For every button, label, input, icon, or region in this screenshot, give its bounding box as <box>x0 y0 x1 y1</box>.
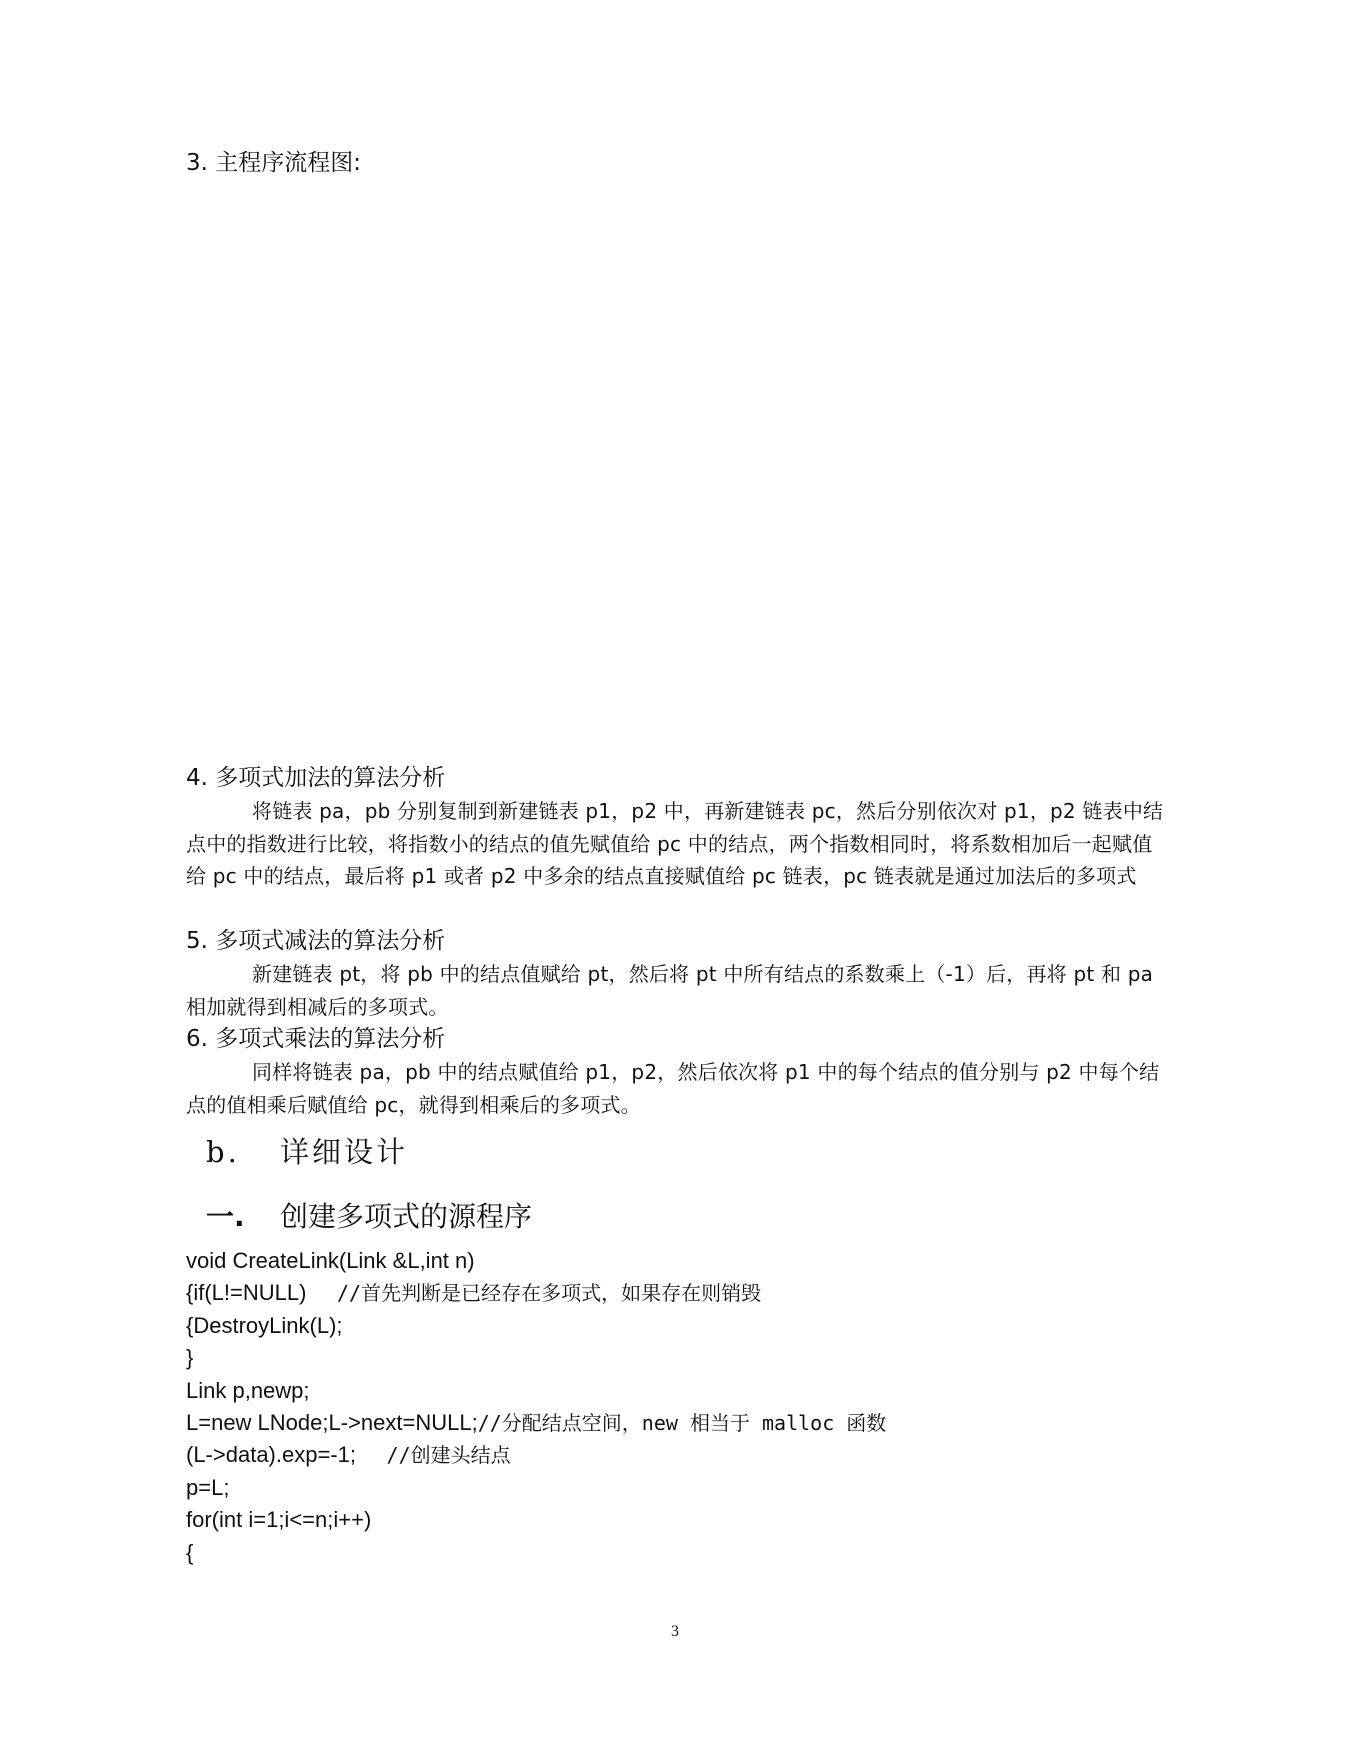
section-4-text: 将链表 pa，pb 分别复制到新建链表 p1，p2 中，再新建链表 pc，然后分别依次对 p1，p2 链表中结点中的指数进行比较，将指数小的结点的值先赋值给 pc 中的结点，两个指数相同时，将系数相加后一起赋值给 pc 中的结点，最后将 p1 或者 p2 中多余的结点直接赋值给 pc 链表，pc 链表就是通过加法后的多项式 <box>186 799 1164 888</box>
detail-design-marker: b. <box>206 1135 240 1169</box>
section-4-body <box>186 795 1171 893</box>
code-line: for(int i=1;i<=n;i++) <box>186 1507 372 1533</box>
code-line: {DestroyLink(L); <box>186 1312 343 1338</box>
code-line: (L->data).exp=-1; //创建头结点 <box>186 1442 511 1468</box>
page-number: 3 <box>671 1623 679 1640</box>
code-line: p=L; <box>186 1474 230 1500</box>
code-comment: //分配结点空间，new 相当于 malloc 函数 <box>477 1410 887 1435</box>
section-6-body <box>186 1056 1171 1121</box>
section-4-title: 4. 多项式加法的算法分析 <box>186 765 446 791</box>
code-line: {if(L!=NULL) //首先判断是已经存在多项式，如果存在则销毁 <box>186 1280 762 1306</box>
code-line: { <box>186 1539 194 1565</box>
detail-design-text: 详细设计 <box>280 1135 409 1169</box>
code-comment: //首先判断是已经存在多项式，如果存在则销毁 <box>337 1281 762 1306</box>
section-5-text: 新建链表 pt，将 pb 中的结点值赋给 pt，然后将 pt 中所有结点的系数乘上（-1）后，再将 pt 和 pa 相加就得到相减后的多项式。 <box>186 962 1154 1019</box>
section-3-title: 3. 主程序流程图: <box>186 150 362 176</box>
code-comment: //创建头结点 <box>386 1443 511 1468</box>
code-line: void CreateLink(Link &L,int n) <box>186 1248 475 1273</box>
source-heading-marker: 一. <box>206 1200 245 1233</box>
code-line: L=new LNode;L->next=NULL;//分配结点空间，new 相当于 malloc 函数 <box>186 1409 887 1435</box>
code-block <box>186 1245 886 1569</box>
code-line: Link p,newp; <box>186 1377 310 1403</box>
section-6-text: 同样将链表 pa，pb 中的结点赋值给 p1，p2，然后依次将 p1 中的每个结点的值分别与 p2 中每个结点的值相乘后赋值给 pc，就得到相乘后的多项式。 <box>186 1060 1160 1117</box>
section-5-body <box>186 958 1171 1023</box>
detail-design-heading <box>206 1130 408 1171</box>
section-6-title: 6. 多项式乘法的算法分析 <box>186 1026 446 1052</box>
code-line: } <box>186 1345 194 1371</box>
source-heading <box>206 1195 532 1235</box>
section-5-title: 5. 多项式减法的算法分析 <box>186 928 446 954</box>
source-heading-text: 创建多项式的源程序 <box>280 1200 533 1233</box>
